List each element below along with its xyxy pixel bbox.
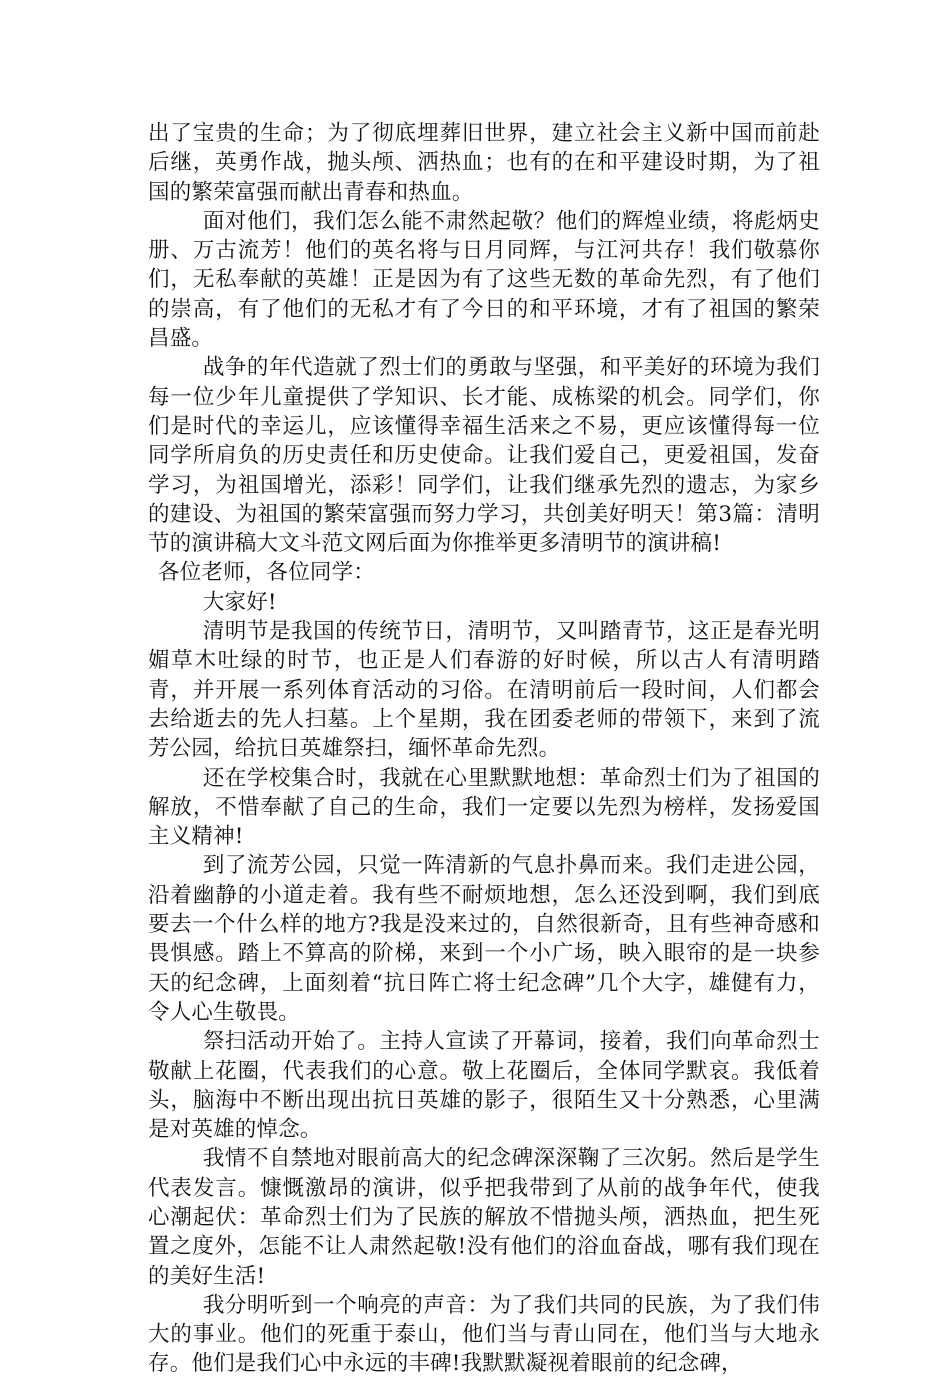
salutation: 各位老师，各位同学： — [158, 560, 376, 586]
greeting: 大家好! — [202, 589, 277, 615]
paragraph-bow-speech: 我情不自禁地对眼前高大的纪念碑深深鞠了三次躬。然后是学生代表发言。慷慨激昂的演讲，似乎把我带到了从前的战争年代，使我心潮起伏：革命烈士们为了民族的解放不惜抛头颅，洒热血，把生死置之度外，怎能不让人肃然起敬!没有他们的浴血奋战，哪有我们现在的美好生活! — [148, 1146, 820, 1289]
paragraph-call-to-study: 战争的年代造就了烈士们的勇敢与坚强，和平美好的环境为我们每一位少年儿童提供了学知识、长才能、成栋梁的机会。同学们，你们是时代的幸运儿，应该懂得幸福生活来之不易，更应该懂得每一位同学所肩负的历史责任和历史使命。让我们爱自己，更爱祖国，发奋学习，为祖国增光，添彩！同学们，让我们继承先烈的遗志，为家乡的建设、为祖国的繁荣富强而努力学习，共创美好明天！第3篇：清明节的演讲稿大文斗范文网后面为你推举更多清明节的演讲稿! — [148, 355, 820, 557]
paragraph-ceremony: 祭扫活动开始了。主持人宣读了开幕词，接着，我们向革命烈士敬献上花圈，代表我们的心意。敬上花圈后，全体同学默哀。我低着头，脑海中不断出现出抗日英雄的影子，很陌生又十分熟悉，心里满是对英雄的悼念。 — [148, 1029, 820, 1143]
paragraph-voice: 我分明听到一个响亮的声音：为了我们共同的民族，为了我们伟大的事业。他们的死重于泰山，他们当与青山同在，他们当与大地永存。他们是我们心中永远的丰碑!我默默凝视着眼前的纪念碑， — [148, 1292, 820, 1377]
paragraph-assembly: 还在学校集合时，我就在心里默默地想：革命烈士们为了祖国的解放，不惜奉献了自己的生命，我们一定要以先烈为榜样，发扬爱国主义精神! — [148, 765, 820, 850]
paragraph-tribute: 面对他们，我们怎么能不肃然起敬？他们的辉煌业绩，将彪炳史册、万古流芳！他们的英名将与日月同辉，与江河共存！我们敬慕你们，无私奉献的英雄！正是因为有了这些无数的革命先烈，有了他们的崇高，有了他们的无私才有了今日的和平环境，才有了祖国的繁荣昌盛。 — [148, 208, 820, 352]
paragraph-continuation: 出了宝贵的生命；为了彻底埋葬旧世界，建立社会主义新中国而前赴后继，英勇作战，抛头颅、洒热血；也有的在和平建设时期，为了祖国的繁荣富强而献出青春和热血。 — [148, 121, 820, 205]
document-body — [148, 119, 820, 1379]
paragraph-qingming-intro: 清明节是我国的传统节日，清明节，又叫踏青节，这正是春光明媚草木吐绿的时节，也正是人们春游的好时候，所以古人有清明踏青，并开展一系列体育活动的习俗。在清明前后一段时间，人们都会去给逝去的先人扫墓。上个星期，我在团委老师的带领下，来到了流芳公园，给抗日英雄祭扫，缅怀革命先烈。 — [148, 619, 820, 762]
paragraph-park-walk: 到了流芳公园，只觉一阵清新的气息扑鼻而来。我们走进公园，沿着幽静的小道走着。我有些不耐烦地想，怎么还没到啊，我们到底要去一个什么样的地方?我是没来过的，自然很新奇，且有些神奇感和畏惧感。踏上不算高的阶梯，来到一个小广场，映入眼帘的是一块参天的纪念碑，上面刻着“抗日阵亡将士纪念碑”几个大字，雄健有力，令人心生敬畏。 — [148, 853, 820, 1025]
